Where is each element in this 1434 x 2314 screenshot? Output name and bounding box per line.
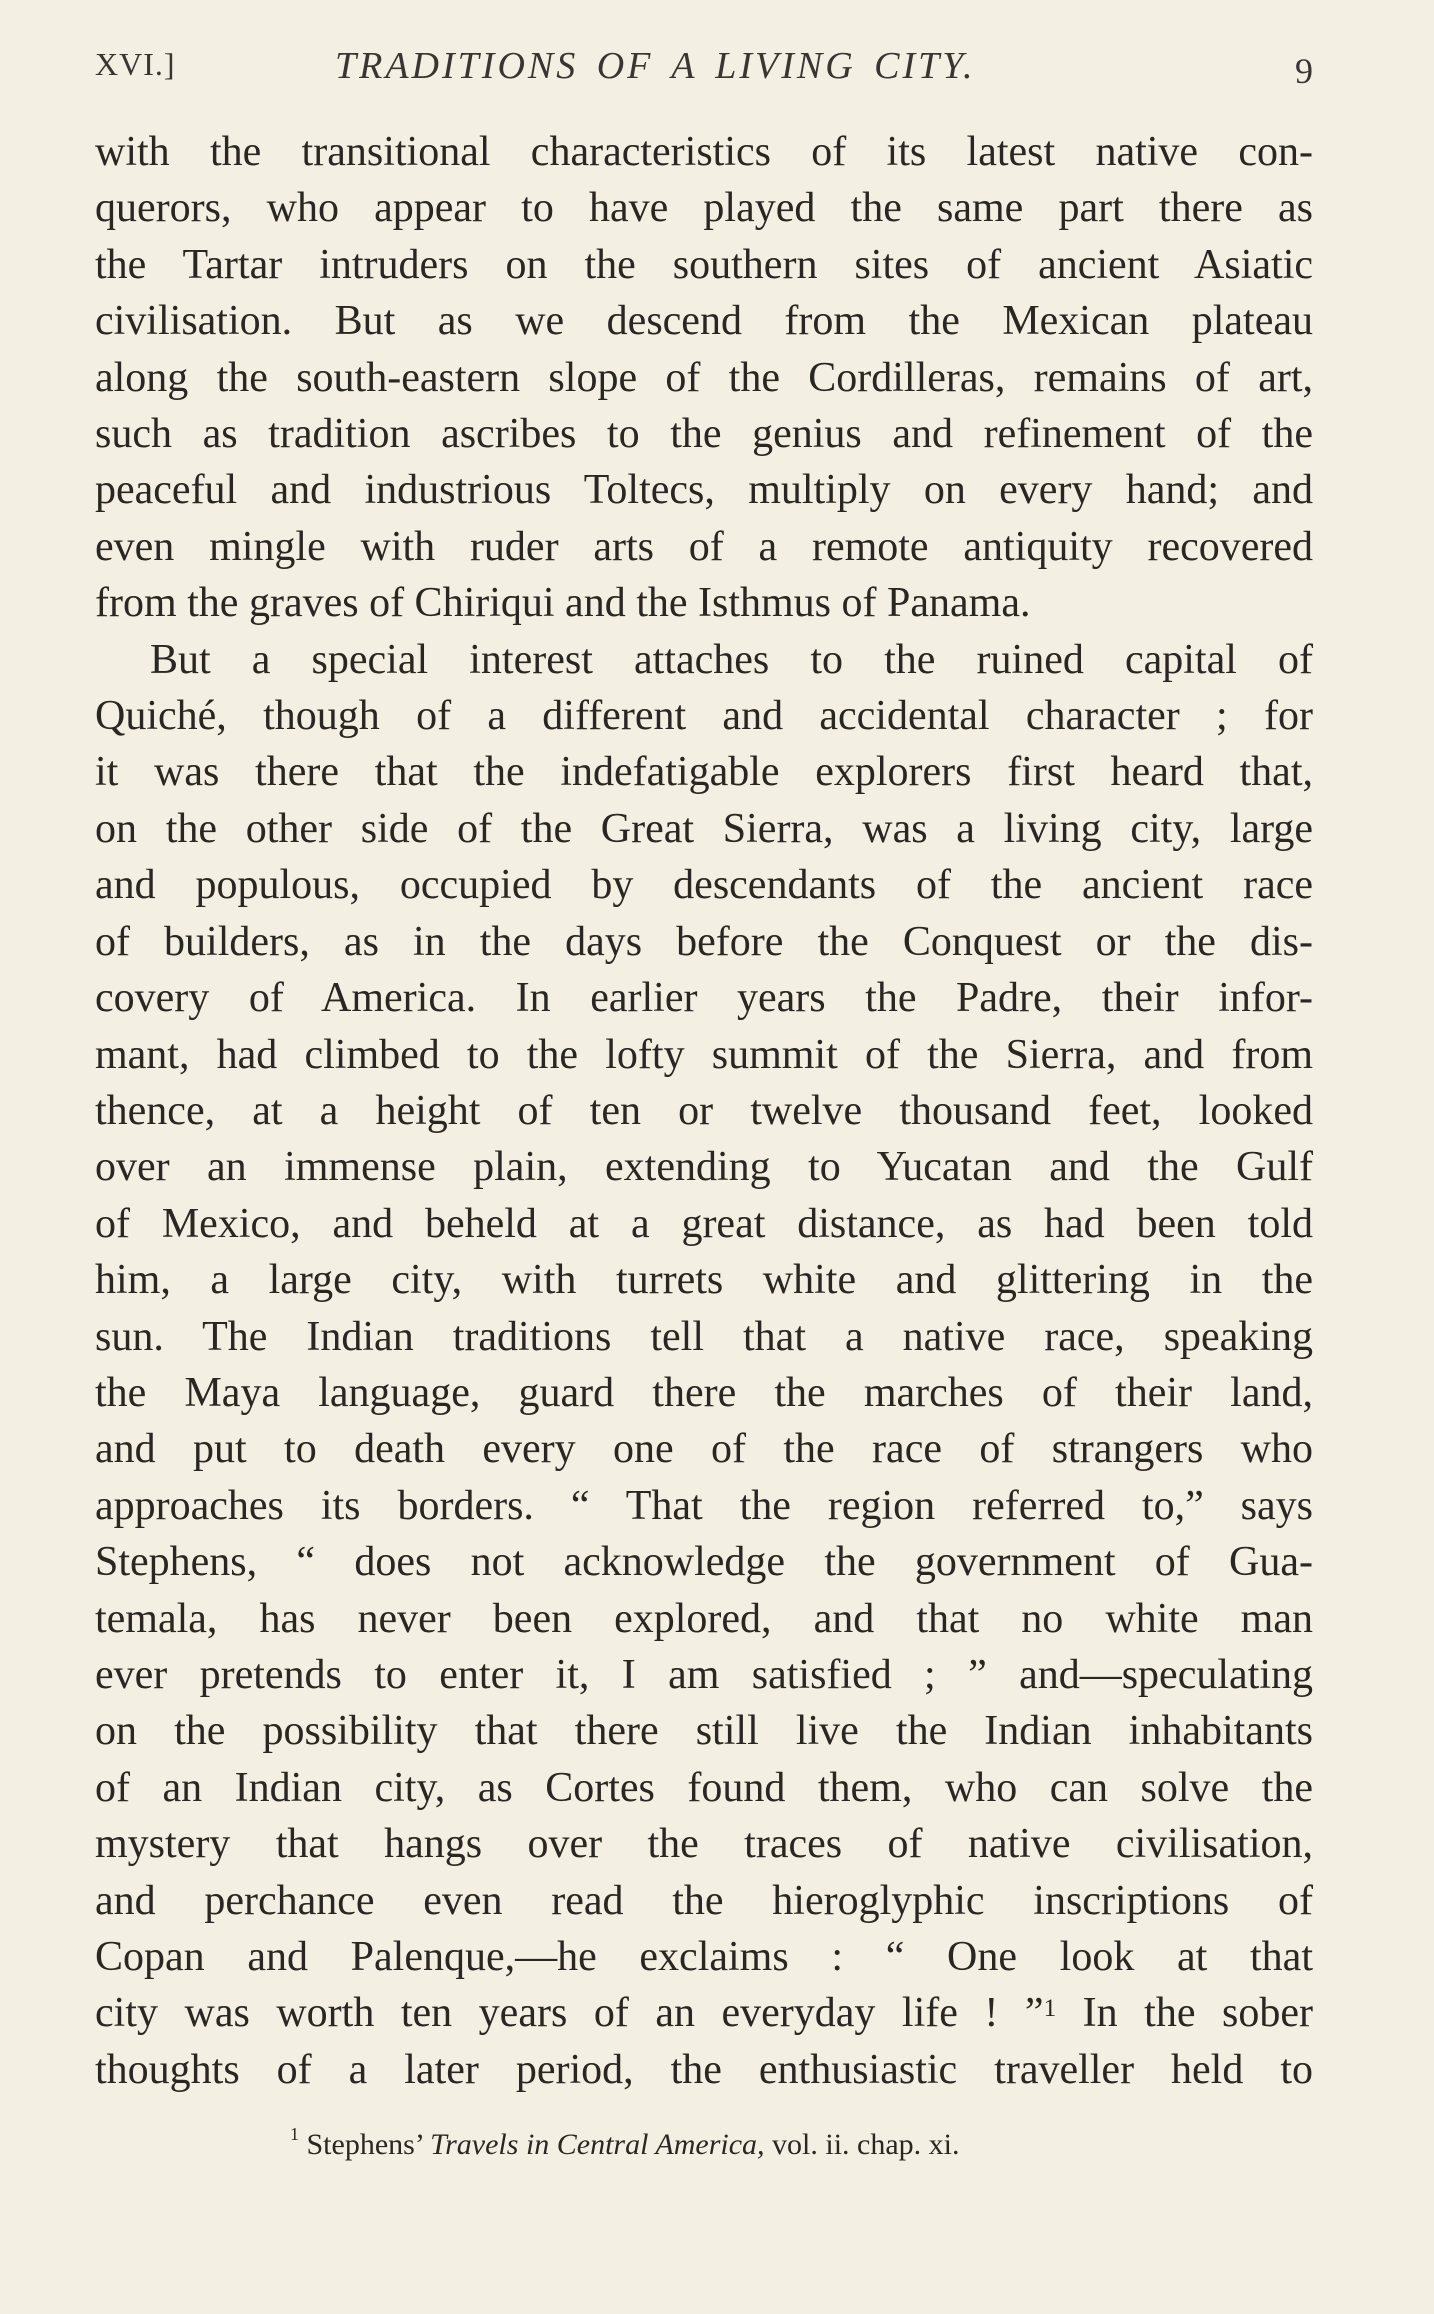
text-line: the Maya language, guard there the marches of their land,: [95, 1369, 1313, 1416]
body-text: [95, 124, 1313, 2098]
text-line: with the transitional characteristics of its latest native con-: [95, 129, 1313, 175]
text-line: ever pretends to enter it, I am satisfied ; ” and—speculating: [95, 1651, 1313, 1698]
footnote-reference[interactable]: 1: [1043, 1995, 1057, 2023]
text-line: Quiché, though of a different and accidental character ; for: [95, 693, 1313, 740]
text-line: covery of America. In earlier years the Padre, their infor-: [95, 975, 1313, 1022]
text-line: the Tartar intruders on the southern sites of ancient Asiatic: [95, 241, 1313, 288]
paragraph: [95, 632, 1313, 2099]
footnote-author: Stephens’: [306, 2128, 423, 2161]
chapter-number: XVI.]: [95, 46, 176, 82]
text-line-with-note: [95, 1985, 1313, 2041]
text-line: But a special interest attaches to the ruined capital of: [150, 636, 1313, 683]
footnote-book-title: Travels in Central America,: [430, 2128, 765, 2161]
text-line: over an immense plain, extending to Yucatan and the Gulf: [95, 1144, 1313, 1191]
footnote-marker: 1: [290, 2124, 299, 2144]
text-line: of an Indian city, as Cortes found them, who can solve the: [95, 1764, 1313, 1811]
page-number: 9: [1295, 51, 1313, 91]
text-line: of Mexico, and beheld at a great distance, as had been told: [95, 1200, 1313, 1247]
text-line: thoughts of a later period, the enthusiastic traveller held to: [95, 2046, 1313, 2093]
text-line: Copan and Palenque,—he exclaims : “ One look at that: [95, 1934, 1313, 1980]
text-line: sun. The Indian traditions tell that a native race, speaking: [95, 1313, 1313, 1360]
text-line: on the possibility that there still live the Indian inhabitants: [95, 1708, 1313, 1755]
text-line: along the south-eastern slope of the Cordilleras, remains of art,: [95, 354, 1313, 401]
text-line: thence, at a height of ten or twelve thousand feet, looked: [95, 1087, 1313, 1134]
text-line: him, a large city, with turrets white and glittering in the: [95, 1257, 1313, 1304]
text-line: on the other side of the Great Sierra, was a living city, large: [95, 805, 1313, 852]
paragraph: [95, 124, 1313, 632]
text-line: civilisation. But as we descend from the Mexican plateau: [95, 298, 1313, 345]
running-head: [95, 40, 1313, 90]
text-line: Stephens, “ does not acknowledge the government of Gua-: [95, 1539, 1313, 1586]
text-line: mystery that hangs over the traces of native civilisation,: [95, 1821, 1313, 1868]
text-line: and perchance even read the hieroglyphic inscriptions of: [95, 1877, 1313, 1924]
footnote: [290, 2124, 960, 2162]
text-line: approaches its borders. “ That the region referred to,” says: [95, 1482, 1313, 1529]
text-line: querors, who appear to have played the same part there as: [95, 185, 1313, 232]
text-line: peaceful and industrious Toltecs, multiply on every hand; and: [95, 467, 1313, 514]
running-title: TRADITIONS OF A LIVING CITY.: [335, 45, 976, 87]
text-line: and put to death every one of the race of strangers who: [95, 1426, 1313, 1473]
text-line: of builders, as in the days before the Conquest or the dis-: [95, 918, 1313, 965]
text-line: temala, has never been explored, and that no white man: [95, 1595, 1313, 1642]
text-line: from the graves of Chiriqui and the Isthmus of Panama.: [95, 580, 1031, 627]
text-segment: city was worth ten years of an everyday life ! ”: [95, 1990, 1044, 2037]
text-segment: In the sober: [1056, 1990, 1313, 2037]
text-line: even mingle with ruder arts of a remote antiquity recovered: [95, 523, 1313, 570]
footnote-locator: vol. ii. chap. xi.: [772, 2128, 960, 2161]
text-line: and populous, occupied by descendants of the ancient race: [95, 862, 1313, 909]
text-line: such as tradition ascribes to the genius and refinement of the: [95, 411, 1313, 458]
text-line: it was there that the indefatigable explorers first heard that,: [95, 749, 1313, 796]
text-line: mant, had climbed to the lofty summit of the Sierra, and from: [95, 1031, 1313, 1078]
